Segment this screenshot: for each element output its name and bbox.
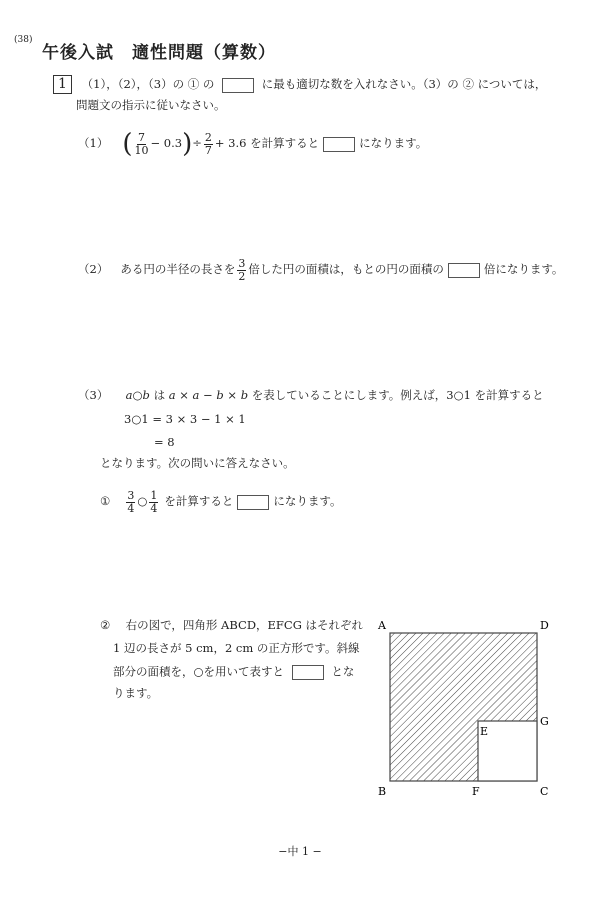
part3-sub2-line3: 部分の面積を，○を用いて表すと とな <box>113 664 355 679</box>
label-f: F <box>472 785 480 798</box>
squares-figure <box>370 615 570 805</box>
question-instructions-line2: 問題文の指示に従いなさい。 <box>76 98 226 112</box>
part3-sub2-line4: ります。 <box>113 686 159 700</box>
fraction: $\frac{2}{7}$ <box>204 130 212 157</box>
part3-closing: となります。次の問いに答えなさい。 <box>100 456 295 470</box>
answer-box-3-1[interactable] <box>237 495 269 510</box>
part3-sub1: ① $\frac{3}{4}$ ○ $\frac{1}{4}$ を計算すると になります。 <box>100 489 342 515</box>
answer-box-3-2[interactable] <box>292 665 324 680</box>
footer-page-label: −中 1 − <box>278 845 322 858</box>
answer-box-example <box>222 78 254 93</box>
fraction: $\frac{1}{4}$ <box>150 489 158 515</box>
label-e: E <box>480 725 489 738</box>
example-line1: 3○1 = 3 × 3 − 1 × 1 <box>124 412 246 426</box>
part3-sub2-line2: 1 辺の長さが 5 cm，2 cm の正方形です。斜線 <box>113 641 360 655</box>
label-b: B <box>378 785 387 798</box>
part3-definition: （3） a○b は a × a − b × b を表していることにします。例えば，3○1 を計算すると <box>78 388 544 402</box>
label-d: D <box>540 619 549 632</box>
part1: （1） ( $\frac{7}{10}$ − 0.3 ) ÷ $\frac{2}{7}$ + 3.6 を計算すると になります。 <box>78 129 428 159</box>
question-number: 1 <box>53 75 72 94</box>
page-title: 午後入試 適性問題（算数） <box>42 43 276 63</box>
fraction: $\frac{3}{4}$ <box>127 489 135 515</box>
answer-box-2[interactable] <box>448 263 480 278</box>
label-c: C <box>540 785 549 798</box>
part3-sub2-line1: ② 右の図で，四角形 ABCD，EFCG はそれぞれ <box>100 618 364 632</box>
fraction: $\frac{3}{2}$ <box>238 257 246 283</box>
answer-box-1[interactable] <box>323 137 355 152</box>
part2: （2） ある円の半径の長さを $\frac{3}{2}$ 倍した円の面積は，もとの円の面積の 倍になります。 <box>78 257 564 283</box>
example-line2: = 8 <box>154 435 175 449</box>
page-number: (38) <box>14 35 33 45</box>
question-instructions-line1: 1 （1），（2），（3）の ① の に最も適切な数を入れなさい。（3）の ② については， <box>53 75 546 94</box>
label-a: A <box>378 619 386 632</box>
fraction: $\frac{7}{10}$ <box>134 130 149 157</box>
label-g: G <box>540 715 549 728</box>
